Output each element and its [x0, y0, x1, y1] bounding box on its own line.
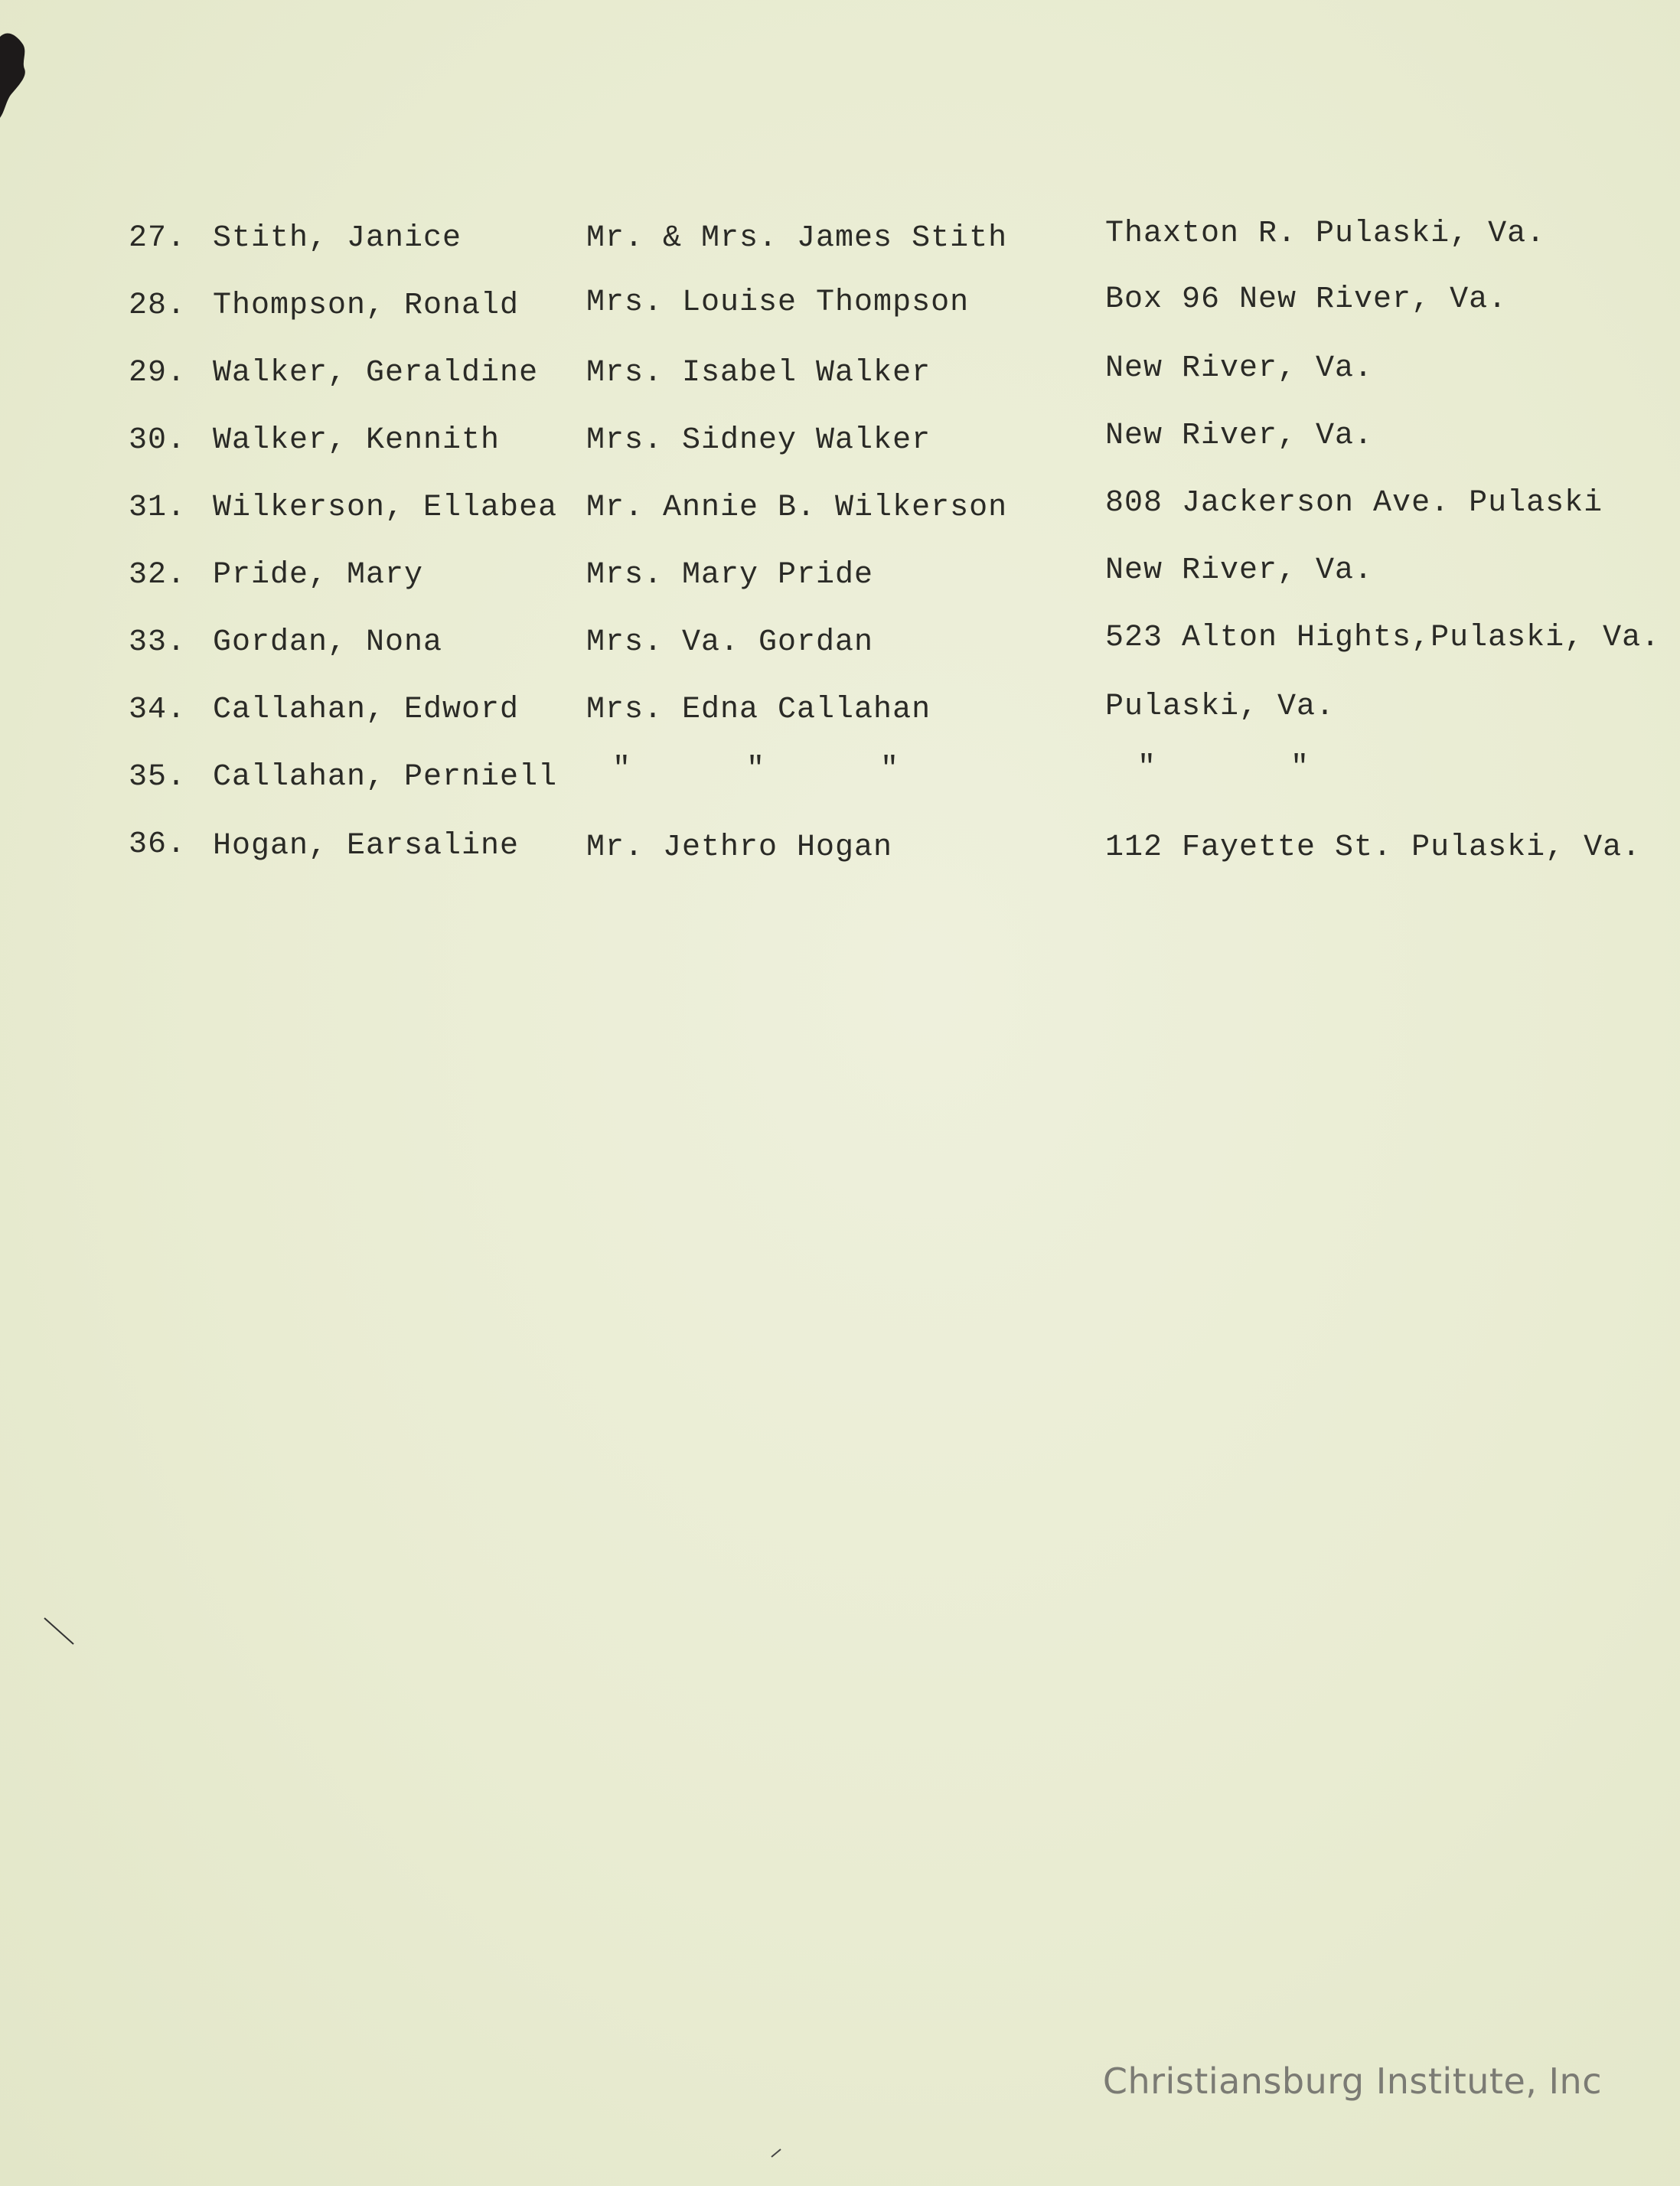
parent-name: Mr. & Mrs. James Stith: [586, 221, 1008, 256]
pen-tick-mark: [768, 2145, 784, 2160]
student-list: [129, 217, 1667, 899]
entry-number: 28.: [129, 289, 187, 323]
list-item: [129, 621, 1667, 692]
address: 112 Fayette St. Pulaski, Va.: [1105, 830, 1642, 865]
address: 523 Alton Hights,Pulaski, Va.: [1105, 621, 1661, 655]
parent-name: Mrs. Mary Pride: [586, 558, 874, 592]
student-name: Walker, Geraldine: [213, 356, 539, 390]
entry-number: 32.: [129, 558, 187, 592]
address: Thaxton R. Pulaski, Va.: [1105, 217, 1546, 251]
parent-name: Mr. Jethro Hogan: [586, 830, 893, 865]
address: Box 96 New River, Va.: [1105, 282, 1508, 317]
list-item: [129, 751, 1667, 831]
parent-name: Mrs. Va. Gordan: [586, 625, 874, 660]
list-item: [129, 827, 1667, 899]
entry-number: 29.: [129, 356, 187, 390]
ditto-marks: " " ": [612, 752, 900, 787]
student-name: Wilkerson, Ellabea: [213, 491, 558, 525]
student-name: Walker, Kennith: [213, 423, 501, 458]
address: 808 Jackerson Ave. Pulaski: [1105, 486, 1603, 520]
entry-number: 34.: [129, 693, 187, 727]
student-name: Thompson, Ronald: [213, 289, 520, 323]
entry-number: 36.: [129, 827, 187, 862]
parent-name: Mrs. Edna Callahan: [586, 693, 931, 727]
ditto-marks: " ": [1137, 751, 1310, 785]
entry-number: 30.: [129, 423, 187, 458]
student-name: Callahan, Edword: [213, 693, 520, 727]
parent-name: Mr. Annie B. Wilkerson: [586, 491, 1008, 525]
list-item: [129, 486, 1667, 557]
ink-smudge-mark: [0, 21, 29, 121]
student-name: Gordan, Nona: [213, 625, 443, 660]
list-item: [129, 351, 1667, 423]
student-name: Pride, Mary: [213, 558, 424, 592]
entry-number: 27.: [129, 221, 187, 256]
address: New River, Va.: [1105, 419, 1374, 453]
watermark-text: Christiansburg Institute, Inc: [1102, 2060, 1602, 2102]
list-item: [129, 282, 1667, 355]
parent-name: Mrs. Isabel Walker: [586, 356, 931, 390]
entry-number: 31.: [129, 491, 187, 525]
entry-number: 33.: [129, 625, 187, 660]
address: New River, Va.: [1105, 351, 1374, 386]
list-item: [129, 553, 1667, 625]
parent-name: Mrs. Sidney Walker: [586, 423, 931, 458]
student-name: Stith, Janice: [213, 221, 462, 256]
address: Pulaski, Va.: [1105, 690, 1336, 724]
list-item: [129, 419, 1667, 490]
list-item: [129, 217, 1667, 288]
address: New River, Va.: [1105, 553, 1374, 588]
student-name: Hogan, Earsaline: [213, 829, 520, 863]
list-item: [129, 692, 1667, 759]
entry-number: 35.: [129, 760, 187, 794]
parent-name: Mrs. Louise Thompson: [586, 285, 970, 320]
pen-stroke-mark: [43, 1617, 77, 1647]
student-name: Callahan, Perniell: [213, 760, 558, 794]
